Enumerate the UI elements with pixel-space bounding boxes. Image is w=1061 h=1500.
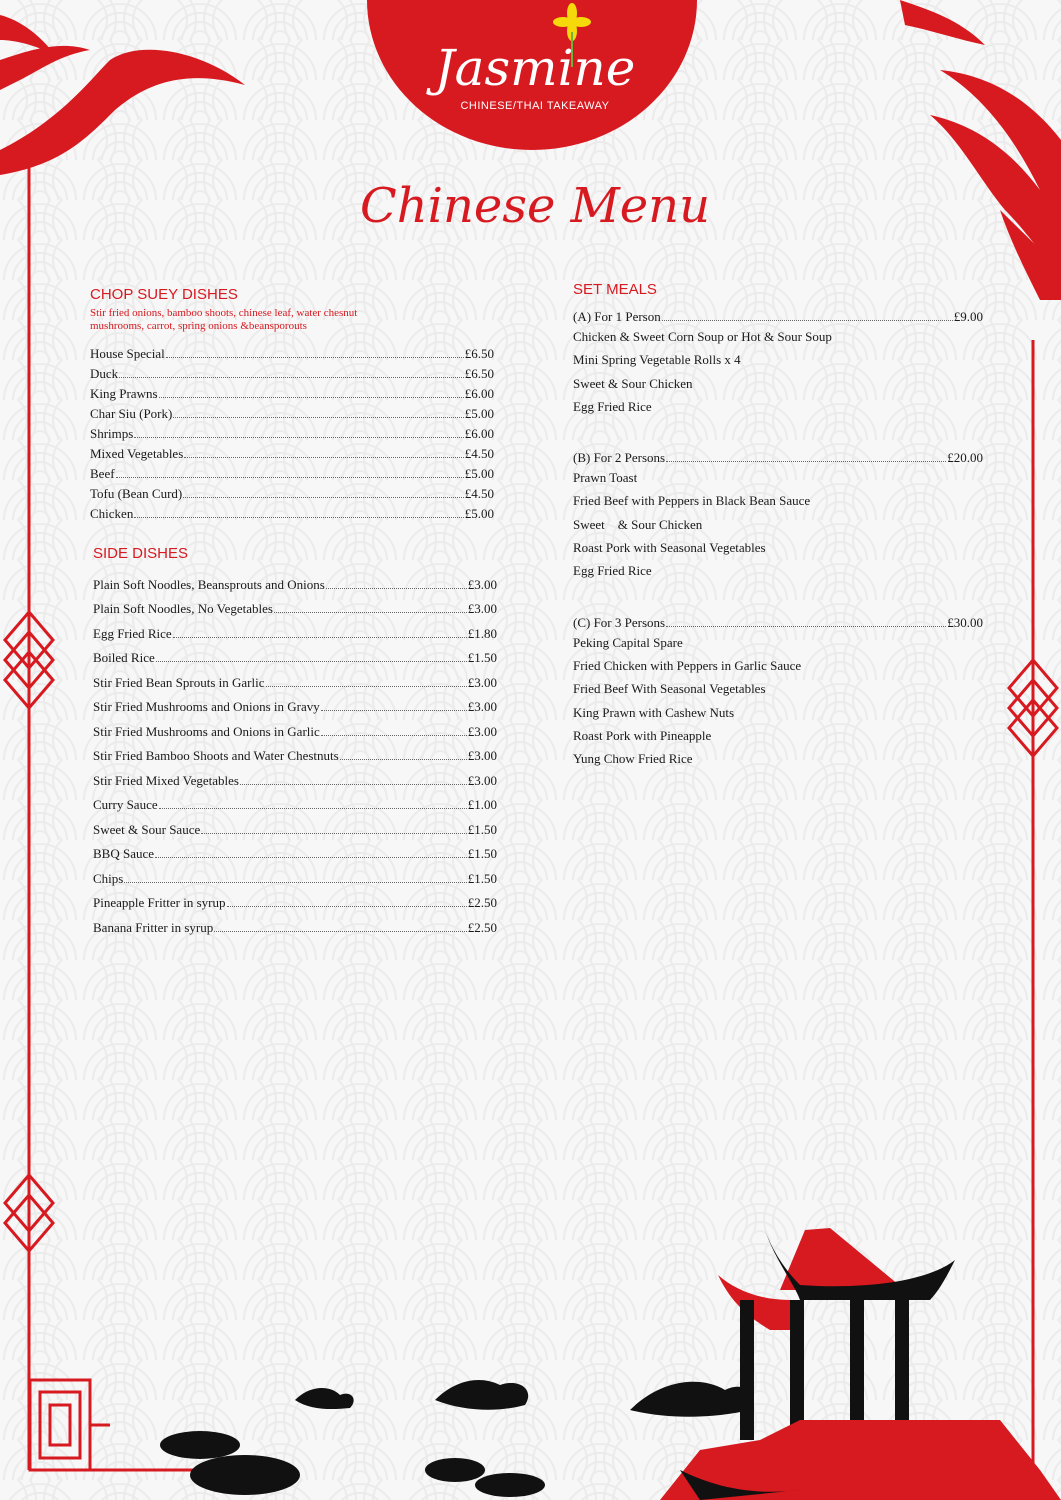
item-name: BBQ Sauce xyxy=(93,846,155,861)
item-price: £3.00 xyxy=(467,748,497,763)
chop-suey-description-line-1: Stir fried onions, bamboo shoots, chinese leaf, water chesnut xyxy=(90,307,358,319)
chop-suey-description-line-2: mushrooms, carrot, spring onions &beansporouts xyxy=(90,320,307,332)
chop-suey-section xyxy=(90,286,494,522)
item-price: £1.80 xyxy=(467,625,497,641)
leader-dots xyxy=(155,857,467,858)
menu-item xyxy=(93,740,497,765)
item-name: Shrimps xyxy=(90,426,134,441)
item-price: £3.00 xyxy=(467,601,497,616)
item-name: Banana Fritter in syrup xyxy=(93,919,214,935)
leader-dots xyxy=(266,686,467,687)
item-name: Boiled Rice xyxy=(93,650,155,665)
item-name: Stir Fried Bean Sprouts in Garlic xyxy=(93,674,265,690)
leader-dots xyxy=(227,906,467,907)
item-price: £1.50 xyxy=(467,821,497,837)
item-name: Plain Soft Noodles, No Vegetables xyxy=(93,601,273,616)
set-meal-item: King Prawn with Cashew Nuts xyxy=(573,704,735,720)
set-meal-header xyxy=(573,443,983,466)
item-name: Duck xyxy=(90,366,119,381)
leader-dots xyxy=(134,517,463,518)
item-name: Stir Fried Bamboo Shoots and Water Chestnuts xyxy=(93,748,339,763)
item-name: Chips xyxy=(93,870,124,886)
leader-dots xyxy=(183,497,464,498)
leader-dots xyxy=(321,710,467,711)
item-name: King Prawns xyxy=(90,386,158,401)
set-meal-b xyxy=(573,443,983,582)
item-price: £3.00 xyxy=(467,674,497,690)
leader-dots xyxy=(274,612,467,613)
menu-item xyxy=(93,642,497,667)
item-price: £3.00 xyxy=(467,772,497,788)
set-meal-item: Sweet & Sour Chicken xyxy=(573,516,703,532)
leader-dots xyxy=(159,397,464,398)
item-name: Tofu (Bean Curd) xyxy=(90,486,183,501)
leader-dots xyxy=(240,784,467,785)
item-name: Sweet & Sour Sauce xyxy=(93,821,201,837)
leader-dots xyxy=(201,833,467,834)
menu-item xyxy=(93,887,497,912)
leader-dots xyxy=(662,320,953,321)
menu-item xyxy=(93,764,497,789)
item-name: Beef xyxy=(90,466,115,481)
set-meals-section xyxy=(573,281,983,770)
menu-item xyxy=(93,593,497,618)
side-dishes-section xyxy=(93,545,497,936)
set-meal-item: Yung Chow Fried Rice xyxy=(573,751,693,767)
chop-suey-heading: CHOP SUEY DISHES xyxy=(90,286,238,303)
leader-dots xyxy=(666,461,946,462)
set-meals-heading: SET MEALS xyxy=(573,281,657,298)
menu-item xyxy=(93,862,497,887)
item-price: £6.50 xyxy=(464,366,494,381)
item-name: Char Siu (Pork) xyxy=(90,406,173,421)
set-meal-c xyxy=(573,608,983,771)
item-name: Stir Fried Mushrooms and Onions in Gravy xyxy=(93,699,320,714)
item-name: Stir Fried Mixed Vegetables xyxy=(93,772,239,788)
set-meal-header xyxy=(573,302,983,325)
set-meal-name: (B) For 2 Persons xyxy=(573,450,666,466)
leader-dots xyxy=(321,735,467,736)
logo-tagline: CHINESE/THAI TAKEAWAY xyxy=(460,100,610,112)
item-name: Mixed Vegetables xyxy=(90,446,184,461)
leader-dots xyxy=(156,661,467,662)
leader-dots xyxy=(116,477,464,478)
leader-dots xyxy=(173,417,463,418)
item-price: £5.00 xyxy=(464,506,494,521)
leader-dots xyxy=(173,637,467,638)
set-meal-name: (C) For 3 Persons xyxy=(573,614,666,630)
set-meal-item: Egg Fried Rice xyxy=(573,563,652,579)
set-meal-item: Mini Spring Vegetable Rolls x 4 xyxy=(573,352,741,368)
menu-item xyxy=(90,502,494,522)
item-price: £6.00 xyxy=(464,426,494,441)
set-meal-price: £30.00 xyxy=(947,614,983,630)
set-meal-price: £9.00 xyxy=(953,309,983,324)
item-price: £1.50 xyxy=(467,870,497,886)
menu-item xyxy=(93,666,497,691)
menu-item xyxy=(90,422,494,442)
leader-dots xyxy=(166,357,464,358)
menu-item xyxy=(90,462,494,482)
menu-item xyxy=(93,838,497,863)
item-price: £3.00 xyxy=(467,723,497,739)
item-price: £2.50 xyxy=(467,919,497,935)
menu-item xyxy=(90,482,494,502)
item-price: £5.00 xyxy=(464,406,494,421)
item-price: £1.50 xyxy=(467,846,497,861)
menu-item xyxy=(90,402,494,422)
leader-dots xyxy=(666,626,946,627)
menu-item xyxy=(93,617,497,642)
menu-item xyxy=(90,362,494,382)
item-price: £2.50 xyxy=(467,895,497,910)
item-price: £3.00 xyxy=(467,699,497,714)
item-name: Egg Fried Rice xyxy=(93,625,172,641)
item-name: Curry Sauce xyxy=(93,797,158,812)
page-title: Chinese Menu xyxy=(360,178,710,234)
set-meal-item: Chicken & Sweet Corn Soup or Hot & Sour Soup xyxy=(573,329,832,344)
item-name: House Special xyxy=(90,346,165,361)
set-meal-item: Fried Beef with Peppers in Black Bean Sauce xyxy=(573,493,811,509)
set-meal-item: Roast Pork with Seasonal Vegetables xyxy=(573,540,766,556)
leader-dots xyxy=(326,588,467,589)
set-meal-header xyxy=(573,608,983,631)
set-meal-item: Sweet & Sour Chicken xyxy=(573,375,693,391)
item-name: Plain Soft Noodles, Beansprouts and Onions xyxy=(93,576,325,592)
menu-item xyxy=(90,382,494,402)
item-name: Chicken xyxy=(90,506,134,521)
menu-item xyxy=(93,789,497,814)
set-meal-item: Roast Pork with Pineapple xyxy=(573,727,712,743)
logo-name: Jasmine xyxy=(434,39,636,97)
leader-dots xyxy=(340,759,467,760)
set-meal-item: Prawn Toast xyxy=(573,470,638,486)
set-meal-item: Peking Capital Spare xyxy=(573,634,683,650)
leader-dots xyxy=(134,437,463,438)
set-meal-item: Fried Beef With Seasonal Vegetables xyxy=(573,681,766,697)
set-meal-name: (A) For 1 Person xyxy=(573,309,661,324)
set-meal-item: Egg Fried Rice xyxy=(573,398,652,414)
item-price: £5.00 xyxy=(464,466,494,481)
item-name: Stir Fried Mushrooms and Onions in Garlic xyxy=(93,723,320,739)
menu-item xyxy=(93,568,497,593)
set-meal-item: Fried Chicken with Peppers in Garlic Sauce xyxy=(573,657,802,673)
set-meal-a xyxy=(573,302,983,418)
menu-item xyxy=(93,715,497,740)
item-price: £3.00 xyxy=(467,576,497,592)
menu-item xyxy=(93,691,497,716)
leader-dots xyxy=(119,377,464,378)
item-price: £6.50 xyxy=(464,346,494,361)
leader-dots xyxy=(124,882,466,883)
leader-dots xyxy=(159,808,467,809)
item-price: £4.50 xyxy=(464,486,494,501)
item-price: £1.00 xyxy=(467,797,497,812)
menu-item xyxy=(93,911,497,936)
leader-dots xyxy=(184,457,463,458)
set-meal-price: £20.00 xyxy=(947,450,983,466)
menu-item xyxy=(90,342,494,362)
item-price: £1.50 xyxy=(467,650,497,665)
side-dishes-heading: SIDE DISHES xyxy=(93,545,189,562)
item-price: £6.00 xyxy=(464,386,494,401)
menu-item xyxy=(93,813,497,838)
menu-item xyxy=(90,442,494,462)
leader-dots xyxy=(214,931,467,932)
item-price: £4.50 xyxy=(464,446,494,461)
item-name: Pineapple Fritter in syrup xyxy=(93,895,226,910)
